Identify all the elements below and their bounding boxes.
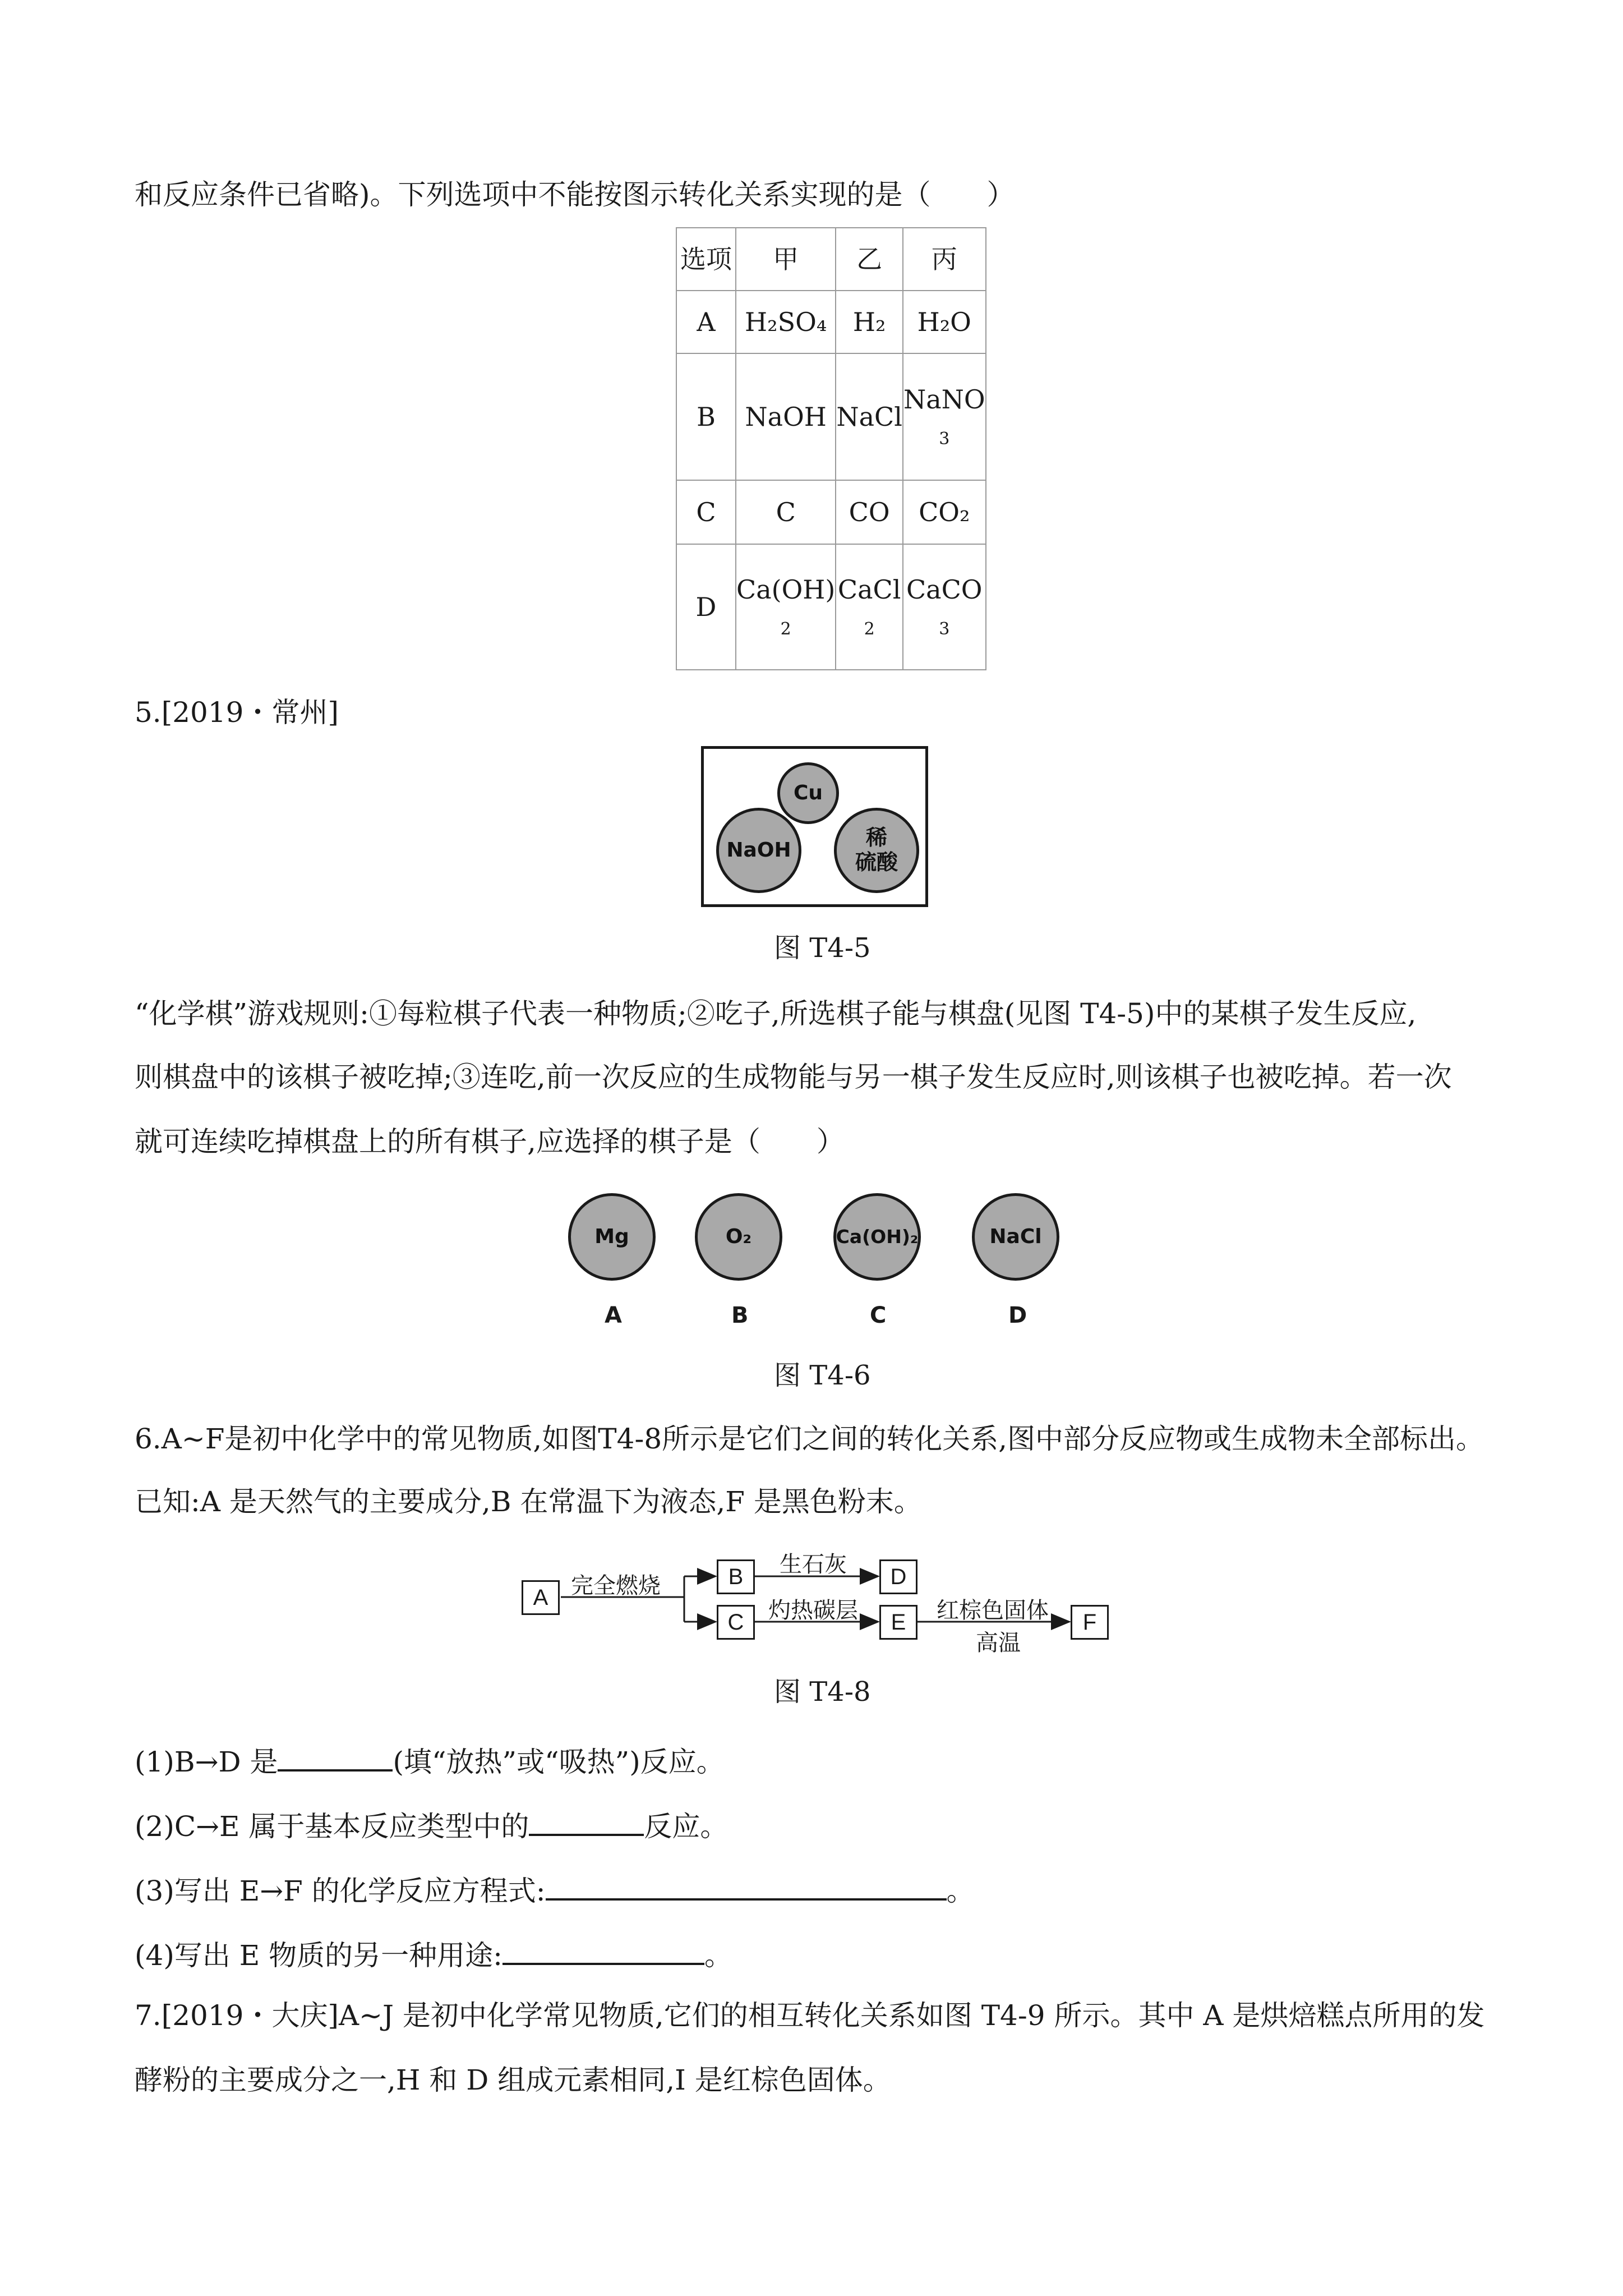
piece-label-line: 稀 xyxy=(865,825,887,850)
yi-cell: CO xyxy=(836,480,903,544)
formula-subscript: 3 xyxy=(939,619,950,639)
flow-diagram xyxy=(522,1545,1116,1656)
piece-dilute-sulfuric-acid xyxy=(834,808,919,893)
q6-sub3 xyxy=(135,1874,975,1905)
answer-blank[interactable] xyxy=(502,1938,704,1965)
label-red-brown-solid: 红棕色固体 xyxy=(937,1598,1049,1623)
table-row xyxy=(676,291,986,353)
table-row xyxy=(676,480,986,544)
figure-caption: 图 T4-8 xyxy=(774,1676,871,1708)
piece-naoh: NaOH xyxy=(716,808,801,893)
piece-label-line: 硫酸 xyxy=(855,850,898,875)
header-cell: 乙 xyxy=(836,228,903,291)
q7-text-line: 7.[2019・大庆]A~J 是初中化学常见物质,它们的相互转化关系如图 T4-9 所示。其中 A 是烘焙糕点所用的发 xyxy=(135,1999,1485,2032)
box-f: F xyxy=(1071,1605,1109,1640)
box-a: A xyxy=(522,1580,560,1615)
choice-letter: D xyxy=(1008,1303,1027,1328)
box-e: E xyxy=(879,1605,917,1640)
piece-cu: Cu xyxy=(777,762,839,824)
header-cell: 选项 xyxy=(676,228,736,291)
jia-cell: C xyxy=(736,480,836,544)
header-cell: 甲 xyxy=(736,228,836,291)
q6-sub1 xyxy=(135,1745,725,1776)
answer-blank[interactable] xyxy=(529,1809,644,1836)
sub-text: (填“放热”或“吸热”)反应。 xyxy=(393,1746,725,1778)
choice-piece-mg: Mg xyxy=(568,1193,656,1281)
sub-text: 。 xyxy=(704,1939,732,1972)
jia-cell: H₂SO₄ xyxy=(736,291,836,353)
table-row xyxy=(676,353,986,480)
yi-cell xyxy=(836,544,903,670)
choice-letter: B xyxy=(731,1303,749,1328)
formula-subscript: 3 xyxy=(939,429,950,449)
formula-main: CaCO xyxy=(906,574,983,605)
option-cell: A xyxy=(676,291,736,353)
jia-cell xyxy=(736,544,836,670)
bing-cell xyxy=(903,353,986,480)
q5-text-line: “化学棋”游戏规则:①每粒棋子代表一种物质;②吃子,所选棋子能与棋盘(见图 T4-5)中的某棋子发生反应, xyxy=(135,997,1417,1030)
formula-main: CaCl xyxy=(837,574,901,605)
q7-text-line: 酵粉的主要成分之一,H 和 D 组成元素相同,I 是红棕色固体。 xyxy=(135,2064,891,2096)
choice-piece-o2: O₂ xyxy=(695,1193,782,1281)
label-complete-combustion: 完全燃烧 xyxy=(571,1573,661,1599)
bing-cell xyxy=(903,544,986,670)
label-high-temperature: 高温 xyxy=(976,1630,1021,1656)
option-cell: B xyxy=(676,353,736,480)
q6-sub4 xyxy=(135,1938,732,1970)
box-d: D xyxy=(879,1559,917,1594)
q6-text-line: 6.A~F是初中化学中的常见物质,如图T4-8所示是它们之间的转化关系,图中部分反应物或生成物未全部标出。 xyxy=(135,1423,1484,1455)
label-quicklime: 生石灰 xyxy=(780,1552,847,1577)
choice-letter: C xyxy=(870,1303,887,1328)
sub-text: 反应。 xyxy=(644,1810,728,1843)
yi-cell: NaCl xyxy=(836,353,903,480)
yi-cell: H₂ xyxy=(836,291,903,353)
option-cell: C xyxy=(676,480,736,544)
q5-header: 5.[2019・常州] xyxy=(135,696,339,729)
bing-cell: CO₂ xyxy=(903,480,986,544)
box-c: C xyxy=(717,1605,755,1640)
intro-line: 和反应条件已省略)。下列选项中不能按图示转化关系实现的是（ ） xyxy=(135,178,1015,211)
table-header-row xyxy=(676,228,986,291)
bing-cell: H₂O xyxy=(903,291,986,353)
formula-main: NaNO xyxy=(903,384,985,415)
table-row xyxy=(676,544,986,670)
q6-text-line: 已知:A 是天然气的主要成分,B 在常温下为液态,F 是黑色粉末。 xyxy=(135,1485,922,1518)
sub-text: (4)写出 E 物质的另一种用途: xyxy=(135,1939,502,1972)
q5-text-line: 则棋盘中的该棋子被吃掉;③连吃,前一次反应的生成物能与另一棋子发生反应时,则该棋子也被吃掉。若一次 xyxy=(135,1061,1452,1093)
choice-piece-caoh2: Ca(OH)₂ xyxy=(833,1193,921,1281)
sub-text: (1)B→D 是 xyxy=(135,1746,278,1778)
choice-piece-nacl: NaCl xyxy=(972,1193,1059,1281)
sub-text: (3)写出 E→F 的化学反应方程式: xyxy=(135,1875,546,1907)
chess-board xyxy=(701,746,928,907)
box-b: B xyxy=(717,1559,755,1594)
header-cell: 丙 xyxy=(903,228,986,291)
figure-caption: 图 T4-6 xyxy=(774,1360,871,1391)
jia-cell: NaOH xyxy=(736,353,836,480)
formula-subscript: 2 xyxy=(780,619,791,639)
sub-text: 。 xyxy=(946,1875,975,1907)
answer-blank[interactable] xyxy=(546,1874,947,1901)
q6-sub2 xyxy=(135,1809,728,1841)
q5-text-line: 就可连续吃掉棋盘上的所有棋子,应选择的棋子是（ ） xyxy=(135,1125,845,1158)
formula-main: Ca(OH) xyxy=(736,574,836,605)
option-cell: D xyxy=(676,544,736,670)
sub-text: (2)C→E 属于基本反应类型中的 xyxy=(135,1810,529,1843)
answer-blank[interactable] xyxy=(278,1745,393,1772)
options-table xyxy=(676,227,986,670)
formula-subscript: 2 xyxy=(864,619,875,639)
figure-caption: 图 T4-5 xyxy=(774,932,871,964)
choice-letter: A xyxy=(605,1303,622,1328)
label-hot-carbon-layer: 灼热碳层 xyxy=(768,1598,858,1623)
